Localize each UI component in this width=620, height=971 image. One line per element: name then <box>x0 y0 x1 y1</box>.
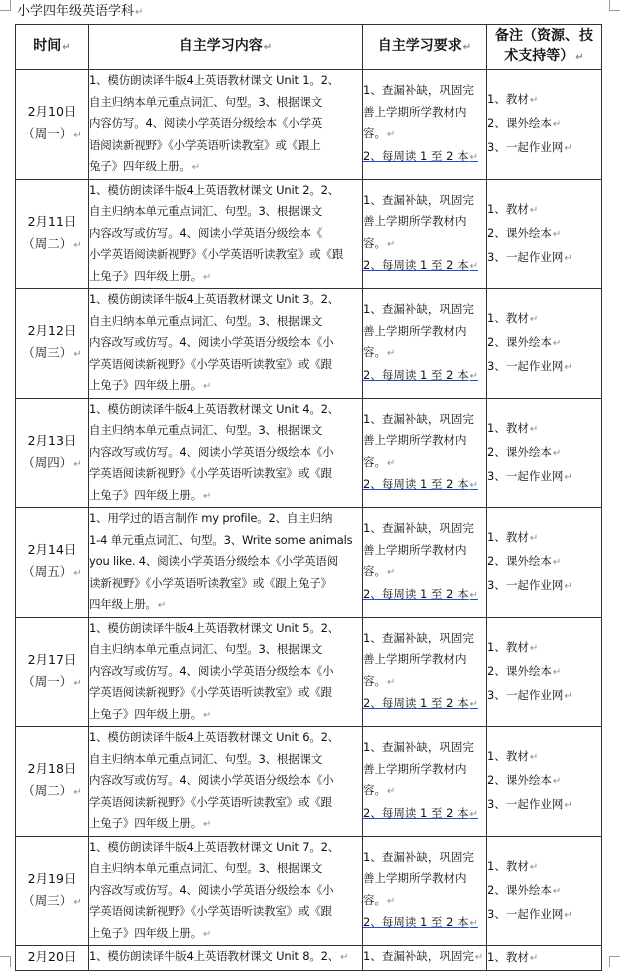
paragraph-mark-icon: ↵ <box>564 362 573 374</box>
paragraph-mark-icon: ↵ <box>469 699 478 711</box>
note-line: 1、教材↵ <box>487 858 539 873</box>
note-line: 3、一起作业网↵ <box>487 906 573 921</box>
note-line: 2、课外绘本↵ <box>487 663 562 678</box>
paragraph-mark-icon: ↵ <box>529 642 539 654</box>
notes-cell <box>487 508 602 618</box>
content-line: 1、模仿朗读译牛版4上英语教材课文 Unit 5。2、 <box>89 620 340 635</box>
content-cell <box>89 617 363 727</box>
date-cell <box>16 836 89 946</box>
content-line: 内容改写或仿写。4、阅读小学英语分级绘本《小 <box>89 444 334 459</box>
content-cell <box>89 508 363 618</box>
requirement-line: 1、查漏补缺，巩固完 <box>363 521 474 536</box>
content-line: 1、模仿朗读译牛版4上英语教材课文 Unit 4。2、 <box>89 401 340 416</box>
study-schedule-table <box>15 24 602 971</box>
weekday-text: （周二）↵ <box>22 235 82 251</box>
requirements-cell <box>363 398 487 508</box>
date-text: 2月10日 <box>27 104 77 120</box>
paragraph-mark-icon: ↵ <box>203 709 212 721</box>
table-row <box>16 398 602 508</box>
paragraph-mark-icon: ↵ <box>387 129 396 141</box>
note-line: 2、课外绘本↵ <box>487 773 562 788</box>
date-cell <box>16 289 89 399</box>
note-line: 2、课外绘本↵ <box>487 335 562 350</box>
content-line: 上兔子》四年级上册。↵ <box>89 487 212 502</box>
content-line: 1、模仿朗读译牛版4上英语教材课文 Unit 3。2、 <box>89 292 340 306</box>
note-line: 1、教材↵ <box>487 749 539 764</box>
requirement-line: 2、每周读 1 至 2 本↵ <box>363 915 478 930</box>
table-row <box>16 836 602 946</box>
requirement-line: 2、每周读 1 至 2 本↵ <box>363 805 478 820</box>
requirement-line: 容。↵ <box>363 564 396 579</box>
paragraph-mark-icon: ↵ <box>157 600 166 611</box>
requirements-cell <box>363 289 487 399</box>
paragraph-mark-icon: ↵ <box>387 457 396 469</box>
table-row <box>16 617 602 727</box>
requirement-line: 容。↵ <box>363 783 396 798</box>
paragraph-mark-icon: ↵ <box>564 581 573 593</box>
note-line: 2、课外绘本↵ <box>487 116 562 131</box>
requirements-cell <box>363 70 487 180</box>
date-text: 2月17日 <box>27 651 77 667</box>
paragraph-mark-icon: ↵ <box>73 239 82 251</box>
requirement-line: 1、查漏补缺，巩固完 <box>363 411 474 426</box>
paragraph-mark-icon: ↵ <box>469 480 478 492</box>
content-cell <box>89 398 363 508</box>
note-line: 3、一起作业网↵ <box>487 687 573 702</box>
paragraph-mark-icon: ↵ <box>73 787 82 799</box>
paragraph-mark-icon: ↵ <box>73 677 82 689</box>
content-line: 自主归纳本单元重点词汇、句型。3、根据课文 <box>89 204 323 218</box>
content-line: 上兔子》四年级上册。↵ <box>89 706 212 721</box>
notes-cell <box>487 617 602 727</box>
requirement-line: 容。↵ <box>363 235 396 250</box>
content-line: 语阅读新视野》《小学英语听读教室》或《跟上 <box>89 137 321 152</box>
paragraph-mark-icon: ↵ <box>340 952 349 963</box>
paragraph-mark-icon: ↵ <box>469 151 478 163</box>
content-line: 1、模仿朗读译牛版4上英语教材课文 Unit 7。2、 <box>89 839 340 854</box>
paragraph-mark-icon: ↵ <box>552 666 562 678</box>
notes-cell <box>487 70 602 180</box>
note-line: 1、教材↵ <box>487 92 539 107</box>
paragraph-mark-icon: ↵ <box>203 928 212 940</box>
date-text: 2月18日 <box>27 761 77 777</box>
notes-cell <box>487 289 602 399</box>
content-line: 1、用学过的语言制作 my profile。2、自主归纳 <box>89 511 333 525</box>
date-cell <box>16 508 89 618</box>
page-corner-mark <box>609 956 620 967</box>
paragraph-mark-icon: ↵ <box>529 314 539 326</box>
requirement-line: 容。↵ <box>363 892 396 907</box>
requirements-cell <box>363 836 487 946</box>
note-line: 1、教材↵ <box>487 639 539 654</box>
requirement-line: 1、查漏补缺，巩固完 <box>363 83 474 98</box>
content-line: 内容改写或仿写。4、阅读小学英语分级绘本《小 <box>89 335 334 349</box>
content-cell <box>89 289 363 399</box>
paragraph-mark-icon: ↵ <box>529 752 539 764</box>
content-cell <box>89 70 363 180</box>
content-line: 内容仿写。4、阅读小学英语分级绘本《小学英 <box>89 116 323 130</box>
notes-cell <box>487 836 602 946</box>
content-line: 1-4 单元重点词汇、句型。3、Write some animals <box>89 532 353 547</box>
note-line: 2、课外绘本↵ <box>487 882 562 897</box>
content-line: 自主归纳本单元重点词汇、句型。3、根据课文 <box>89 751 323 766</box>
requirement-line: 容。↵ <box>363 126 396 141</box>
table-row <box>16 508 602 618</box>
date-cell <box>16 179 89 289</box>
paragraph-mark-icon: ↵ <box>552 338 562 350</box>
paragraph-mark-icon: ↵ <box>387 238 396 250</box>
content-line: 读新视野》《小学英语听读教室》或《跟上兔子》 <box>89 575 332 590</box>
content-line: 学英语阅读新视野》《小学英语听读教室》或《跟 <box>89 466 332 480</box>
paragraph-mark-icon: ↵ <box>552 228 562 240</box>
paragraph-mark-icon: ↵ <box>469 918 478 930</box>
requirement-line: 1、查漏补缺，巩固完 <box>363 302 474 317</box>
requirement-line: 2、每周读 1 至 2 本↵ <box>363 148 478 163</box>
content-line: 内容改写或仿写。4、阅读小学英语分级绘本《 <box>89 225 323 240</box>
requirements-cell <box>363 617 487 727</box>
paragraph-mark-icon: ↵ <box>191 162 200 173</box>
paragraph-mark-icon: ↵ <box>462 42 472 53</box>
weekday-text: （周一）↵ <box>22 126 82 142</box>
note-line: 1、教材↵ <box>487 950 539 964</box>
requirement-line: 善上学期所学教材内 <box>363 323 467 338</box>
paragraph-mark-icon: ↵ <box>469 589 478 601</box>
paragraph-mark-icon: ↵ <box>564 471 573 483</box>
note-line: 1、教材↵ <box>487 201 539 216</box>
requirement-line: 1、查漏补缺，巩固完↵ <box>363 949 484 963</box>
requirement-line: 1、查漏补缺，巩固完 <box>363 849 474 864</box>
paragraph-mark-icon: ↵ <box>529 204 539 216</box>
note-line: 3、一起作业网↵ <box>487 797 573 812</box>
requirements-cell <box>363 508 487 618</box>
note-line: 3、一起作业网↵ <box>487 249 573 264</box>
content-line: 内容改写或仿写。4、阅读小学英语分级绘本《小 <box>89 663 334 678</box>
paragraph-mark-icon: ↵ <box>387 786 396 798</box>
requirement-line: 容。↵ <box>363 673 396 688</box>
content-line: 自主归纳本单元重点词汇、句型。3、根据课文 <box>89 642 323 656</box>
page-corner-mark <box>609 0 620 11</box>
paragraph-mark-icon: ↵ <box>135 7 144 18</box>
paragraph-mark-icon: ↵ <box>73 130 82 142</box>
paragraph-mark-icon: ↵ <box>529 423 539 435</box>
date-text: 2月13日 <box>27 432 77 448</box>
note-line: 2、课外绘本↵ <box>487 444 562 459</box>
notes-cell <box>487 398 602 508</box>
content-cell <box>89 727 363 837</box>
weekday-text: （周二）↵ <box>22 783 82 799</box>
table-row <box>16 289 602 399</box>
content-cell <box>89 179 363 289</box>
content-line: 自主归纳本单元重点词汇、句型。3、根据课文 <box>89 313 323 328</box>
paragraph-mark-icon: ↵ <box>73 568 82 580</box>
date-cell <box>16 398 89 508</box>
paragraph-mark-icon: ↵ <box>62 42 71 53</box>
content-line: 上兔子》四年级上册。↵ <box>89 816 212 830</box>
requirement-line: 善上学期所学教材内 <box>363 871 467 886</box>
requirement-line: 2、每周读 1 至 2 本↵ <box>363 367 478 382</box>
weekday-text: （周三）↵ <box>22 892 82 908</box>
document-title <box>17 3 143 22</box>
notes-cell <box>487 727 602 837</box>
header-time: 时间↵ <box>16 25 89 70</box>
paragraph-mark-icon: ↵ <box>203 819 212 830</box>
paragraph-mark-icon: ↵ <box>469 808 478 820</box>
note-line: 3、一起作业网↵ <box>487 578 573 593</box>
date-text: 2月14日 <box>27 542 77 558</box>
requirement-line: 善上学期所学教材内 <box>363 761 467 776</box>
content-line: 学英语阅读新视野》《小学英语听读教室》或《跟 <box>89 356 332 371</box>
requirement-line: 2、每周读 1 至 2 本↵ <box>363 696 478 711</box>
content-line: you like. 4、阅读小学英语分级绘本《小学英语阅 <box>89 554 339 568</box>
content-line: 学英语阅读新视野》《小学英语听读教室》或《跟 <box>89 794 332 809</box>
content-line: 1、模仿朗读译牛版4上英语教材课文 Unit 6。2、 <box>89 730 340 744</box>
paragraph-mark-icon: ↵ <box>529 95 539 107</box>
content-line: 内容改写或仿写。4、阅读小学英语分级绘本《小 <box>89 773 334 787</box>
date-text: 2月11日 <box>27 213 77 229</box>
content-line: 上兔子》四年级上册。↵ <box>89 925 212 940</box>
paragraph-mark-icon: ↵ <box>203 271 212 283</box>
paragraph-mark-icon: ↵ <box>203 381 212 392</box>
paragraph-mark-icon: ↵ <box>564 252 573 264</box>
content-line: 内容改写或仿写。4、阅读小学英语分级绘本《小 <box>89 882 334 897</box>
paragraph-mark-icon: ↵ <box>552 557 562 569</box>
content-line: 1、模仿朗读译牛版4上英语教材课文 Unit 1。2、 <box>89 73 340 87</box>
paragraph-mark-icon: ↵ <box>564 909 573 921</box>
date-cell <box>16 727 89 837</box>
header-notes: 备注（资源、技 术支持等）↵ <box>487 25 602 70</box>
requirement-line: 善上学期所学教材内 <box>363 433 467 448</box>
weekday-text: （周五）↵ <box>22 564 82 580</box>
table-row <box>16 70 602 180</box>
date-text: 2月19日 <box>27 870 77 886</box>
paragraph-mark-icon: ↵ <box>529 533 539 545</box>
table-header-row <box>16 25 602 70</box>
note-line: 3、一起作业网↵ <box>487 359 573 374</box>
note-line: 3、一起作业网↵ <box>487 140 573 155</box>
content-line: 1、模仿朗读译牛版4上英语教材课文 Unit 2。2、 <box>89 182 340 197</box>
content-line: 上兔子》四年级上册。↵ <box>89 378 212 392</box>
paragraph-mark-icon: ↵ <box>552 119 562 131</box>
requirement-line: 善上学期所学教材内 <box>363 104 467 119</box>
note-line: 3、一起作业网↵ <box>487 468 573 483</box>
header-requirements: 自主学习要求↵ <box>363 25 487 70</box>
requirement-line: 2、每周读 1 至 2 本↵ <box>363 586 478 601</box>
paragraph-mark-icon: ↵ <box>564 690 573 702</box>
requirement-line: 容。↵ <box>363 454 396 469</box>
content-line: 自主归纳本单元重点词汇、句型。3、根据课文 <box>89 861 323 875</box>
paragraph-mark-icon: ↵ <box>529 861 539 873</box>
paragraph-mark-icon: ↵ <box>387 348 396 360</box>
note-line: 1、教材↵ <box>487 420 539 435</box>
date-text: 2月20日 <box>27 949 77 964</box>
header-content: 自主学习内容↵ <box>89 25 363 70</box>
content-line: 学英语阅读新视野》《小学英语听读教室》或《跟 <box>89 904 332 918</box>
content-line: 1、模仿朗读译牛版4上英语教材课文 Unit 8。2、↵ <box>89 949 349 963</box>
paragraph-mark-icon: ↵ <box>203 490 212 502</box>
content-line: 四年级上册。↵ <box>89 597 166 611</box>
page-corner-mark <box>0 0 11 11</box>
requirement-line: 容。↵ <box>363 345 396 360</box>
content-line: 自主归纳本单元重点词汇、句型。3、根据课文 <box>89 94 323 109</box>
requirement-line: 1、查漏补缺，巩固完 <box>363 192 474 207</box>
weekday-text: （周四）↵ <box>22 454 82 470</box>
table-body <box>16 70 602 971</box>
paragraph-mark-icon: ↵ <box>529 953 539 964</box>
paragraph-mark-icon: ↵ <box>575 52 584 63</box>
requirements-cell <box>363 179 487 289</box>
paragraph-mark-icon: ↵ <box>469 370 478 382</box>
content-line: 上兔子》四年级上册。↵ <box>89 268 212 283</box>
paragraph-mark-icon: ↵ <box>73 349 82 361</box>
document-title-text: 小学四年级英语学科 <box>17 4 135 19</box>
content-line: 学英语阅读新视野》《小学英语听读教室》或《跟 <box>89 685 332 699</box>
note-line: 1、教材↵ <box>487 530 539 545</box>
paragraph-mark-icon: ↵ <box>552 776 562 788</box>
table-row <box>16 179 602 289</box>
date-cell <box>16 617 89 727</box>
notes-cell <box>487 179 602 289</box>
note-line: 2、课外绘本↵ <box>487 554 562 569</box>
requirement-line: 2、每周读 1 至 2 本↵ <box>363 258 478 273</box>
requirement-line: 善上学期所学教材内 <box>363 214 467 229</box>
paragraph-mark-icon: ↵ <box>552 885 562 897</box>
paragraph-mark-icon: ↵ <box>564 143 573 155</box>
requirement-line: 善上学期所学教材内 <box>363 542 467 557</box>
content-line: 小学英语阅读新视野》《小学英语听读教室》或《跟 <box>89 247 344 261</box>
paragraph-mark-icon: ↵ <box>552 447 562 459</box>
weekday-text: （周三）↵ <box>22 345 82 361</box>
paragraph-mark-icon: ↵ <box>564 800 573 812</box>
requirement-line: 善上学期所学教材内 <box>363 652 467 667</box>
paragraph-mark-icon: ↵ <box>387 567 396 579</box>
weekday-text: （周一）↵ <box>22 673 82 689</box>
paragraph-mark-icon: ↵ <box>263 42 273 53</box>
paragraph-mark-icon: ↵ <box>73 896 82 908</box>
page-corner-mark <box>0 956 11 967</box>
paragraph-mark-icon: ↵ <box>387 676 396 688</box>
requirement-line: 2、每周读 1 至 2 本↵ <box>363 477 478 492</box>
content-cell <box>89 836 363 946</box>
paragraph-mark-icon: ↵ <box>387 895 396 907</box>
paragraph-mark-icon: ↵ <box>73 458 82 470</box>
note-line: 2、课外绘本↵ <box>487 225 562 240</box>
requirement-line: 1、查漏补缺，巩固完 <box>363 630 474 645</box>
paragraph-mark-icon: ↵ <box>469 261 478 273</box>
requirements-cell <box>363 727 487 837</box>
paragraph-mark-icon: ↵ <box>474 952 484 963</box>
date-cell <box>16 70 89 180</box>
content-line: 兔子》四年级上册。↵ <box>89 159 200 173</box>
requirement-line: 1、查漏补缺，巩固完 <box>363 740 474 755</box>
note-line: 1、教材↵ <box>487 311 539 326</box>
table-row <box>16 727 602 837</box>
content-line: 自主归纳本单元重点词汇、句型。3、根据课文 <box>89 423 323 437</box>
date-text: 2月12日 <box>27 323 77 339</box>
